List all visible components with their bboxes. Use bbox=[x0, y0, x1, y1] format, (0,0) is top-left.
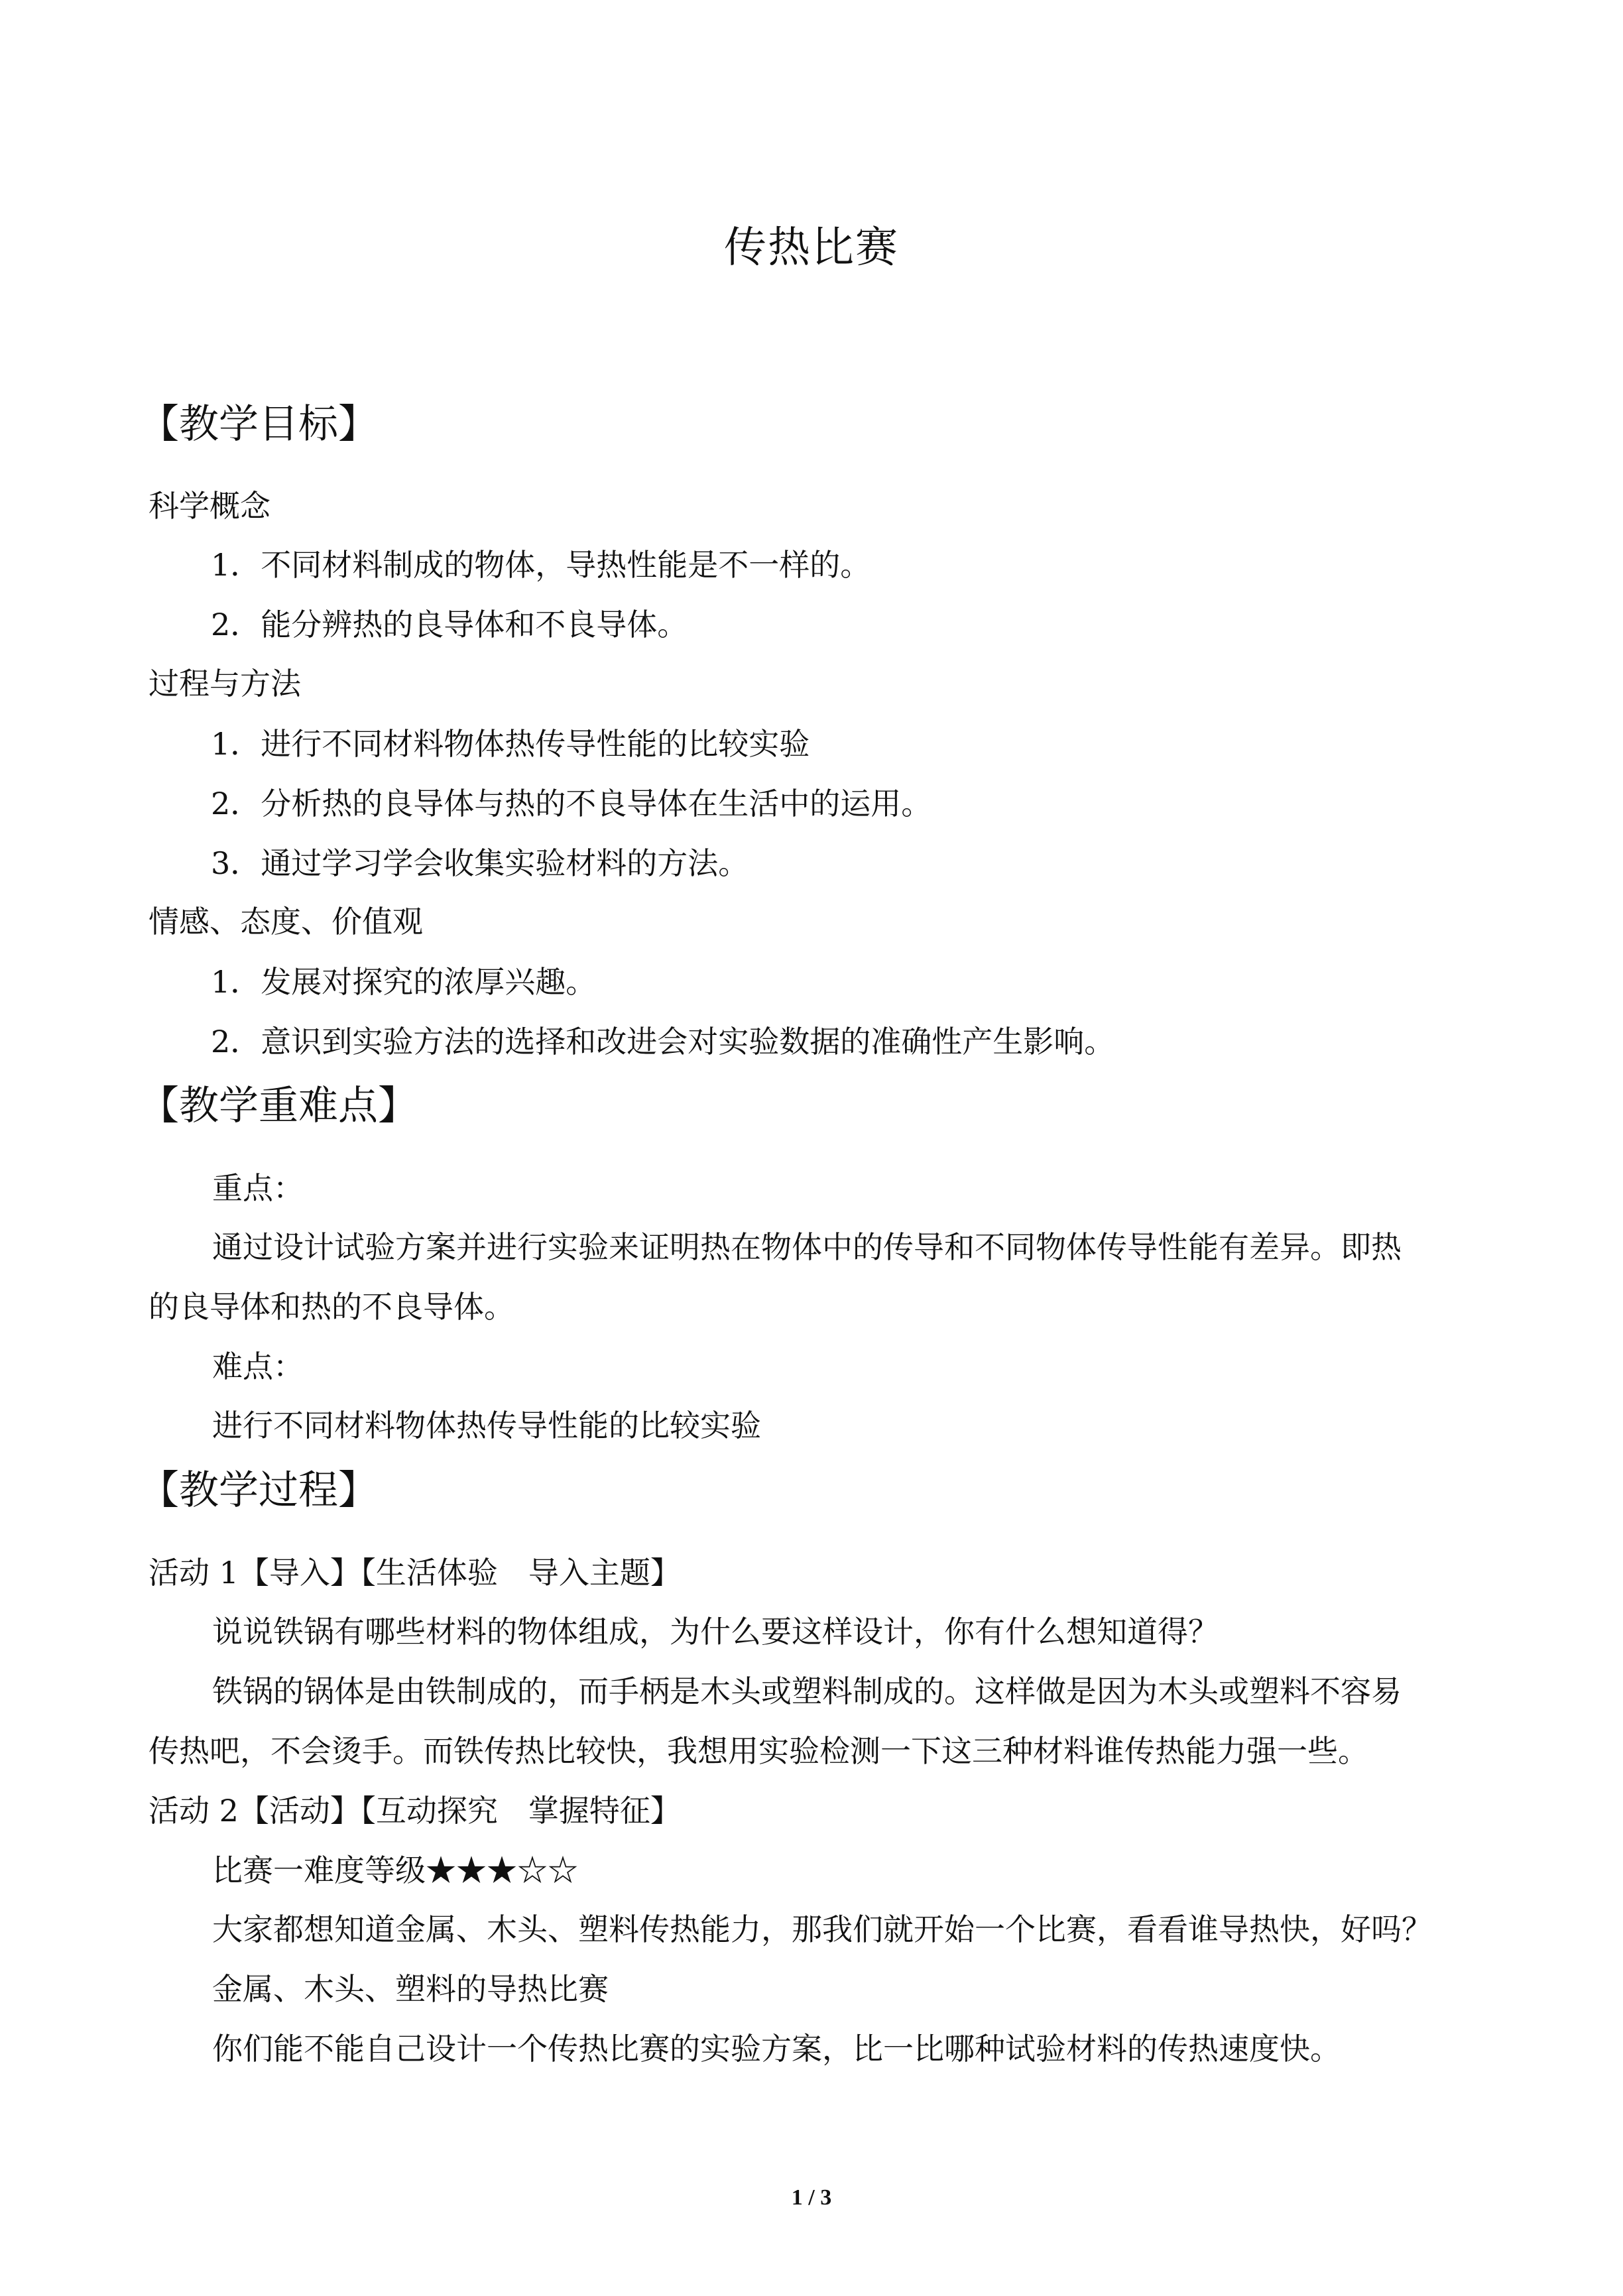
page-number: 1 / 3 bbox=[791, 2185, 832, 2210]
heading-teaching-process: 【教学过程】 bbox=[139, 1467, 378, 1514]
category-process-methods: 过程与方法 bbox=[149, 666, 301, 701]
category-attitude-values: 情感、态度、价值观 bbox=[149, 904, 423, 939]
difficult-point-label: 难点： bbox=[212, 1349, 304, 1384]
activity-1-title: 活动 1【导入】【生活体验 导入主题】 bbox=[149, 1555, 681, 1591]
activity-1-question: 说说铁锅有哪些材料的物体组成，为什么要这样设计，你有什么想知道得？ bbox=[212, 1614, 1219, 1650]
activity-2-title: 活动 2【活动】【互动探究 掌握特征】 bbox=[149, 1793, 681, 1829]
list-item: 3．通过学习学会收集实验材料的方法。 bbox=[211, 845, 749, 881]
list-item: 1．进行不同材料物体热传导性能的比较实验 bbox=[211, 726, 810, 762]
list-item: 1．不同材料制成的物体，导热性能是不一样的。 bbox=[211, 547, 871, 583]
heading-teaching-goals: 【教学目标】 bbox=[139, 401, 378, 448]
key-point-label: 重点： bbox=[212, 1170, 304, 1206]
heading-key-difficult-points: 【教学重难点】 bbox=[139, 1083, 418, 1129]
list-item: 2．能分辨热的良导体和不良导体。 bbox=[211, 607, 688, 642]
difficult-point-text: 进行不同材料物体热传导性能的比较实验 bbox=[212, 1408, 761, 1443]
list-item: 1．发展对探究的浓厚兴趣。 bbox=[211, 964, 597, 1000]
category-science-concepts: 科学概念 bbox=[149, 488, 270, 524]
page-title: 传热比赛 bbox=[724, 223, 899, 272]
activity-1-answer-line: 传热吧，不会烫手。而铁传热比较快，我想用实验检测一下这三种材料谁传热能力强一些。 bbox=[149, 1733, 1368, 1769]
list-item: 2．分析热的良导体与热的不良导体在生活中的运用。 bbox=[211, 786, 932, 821]
key-point-text-line: 通过设计试验方案并进行实验来证明热在物体中的传导和不同物体传导性能有差异。即热 bbox=[212, 1229, 1402, 1265]
activity-2-paragraph: 金属、木头、塑料的导热比赛 bbox=[212, 1971, 609, 2007]
competition-difficulty: 比赛一难度等级★★★☆☆ bbox=[212, 1852, 578, 1888]
activity-1-answer-line: 铁锅的锅体是由铁制成的，而手柄是木头或塑料制成的。这样做是因为木头或塑料不容易 bbox=[212, 1673, 1402, 1709]
key-point-text-line: 的良导体和热的不良导体。 bbox=[149, 1289, 514, 1325]
activity-2-paragraph: 你们能不能自己设计一个传热比赛的实验方案，比一比哪种试验材料的传热速度快。 bbox=[212, 2031, 1341, 2067]
list-item: 2．意识到实验方法的选择和改进会对实验数据的准确性产生影响。 bbox=[211, 1024, 1115, 1059]
activity-2-paragraph: 大家都想知道金属、木头、塑料传热能力，那我们就开始一个比赛，看看谁导热快，好吗？ bbox=[212, 1911, 1432, 1947]
